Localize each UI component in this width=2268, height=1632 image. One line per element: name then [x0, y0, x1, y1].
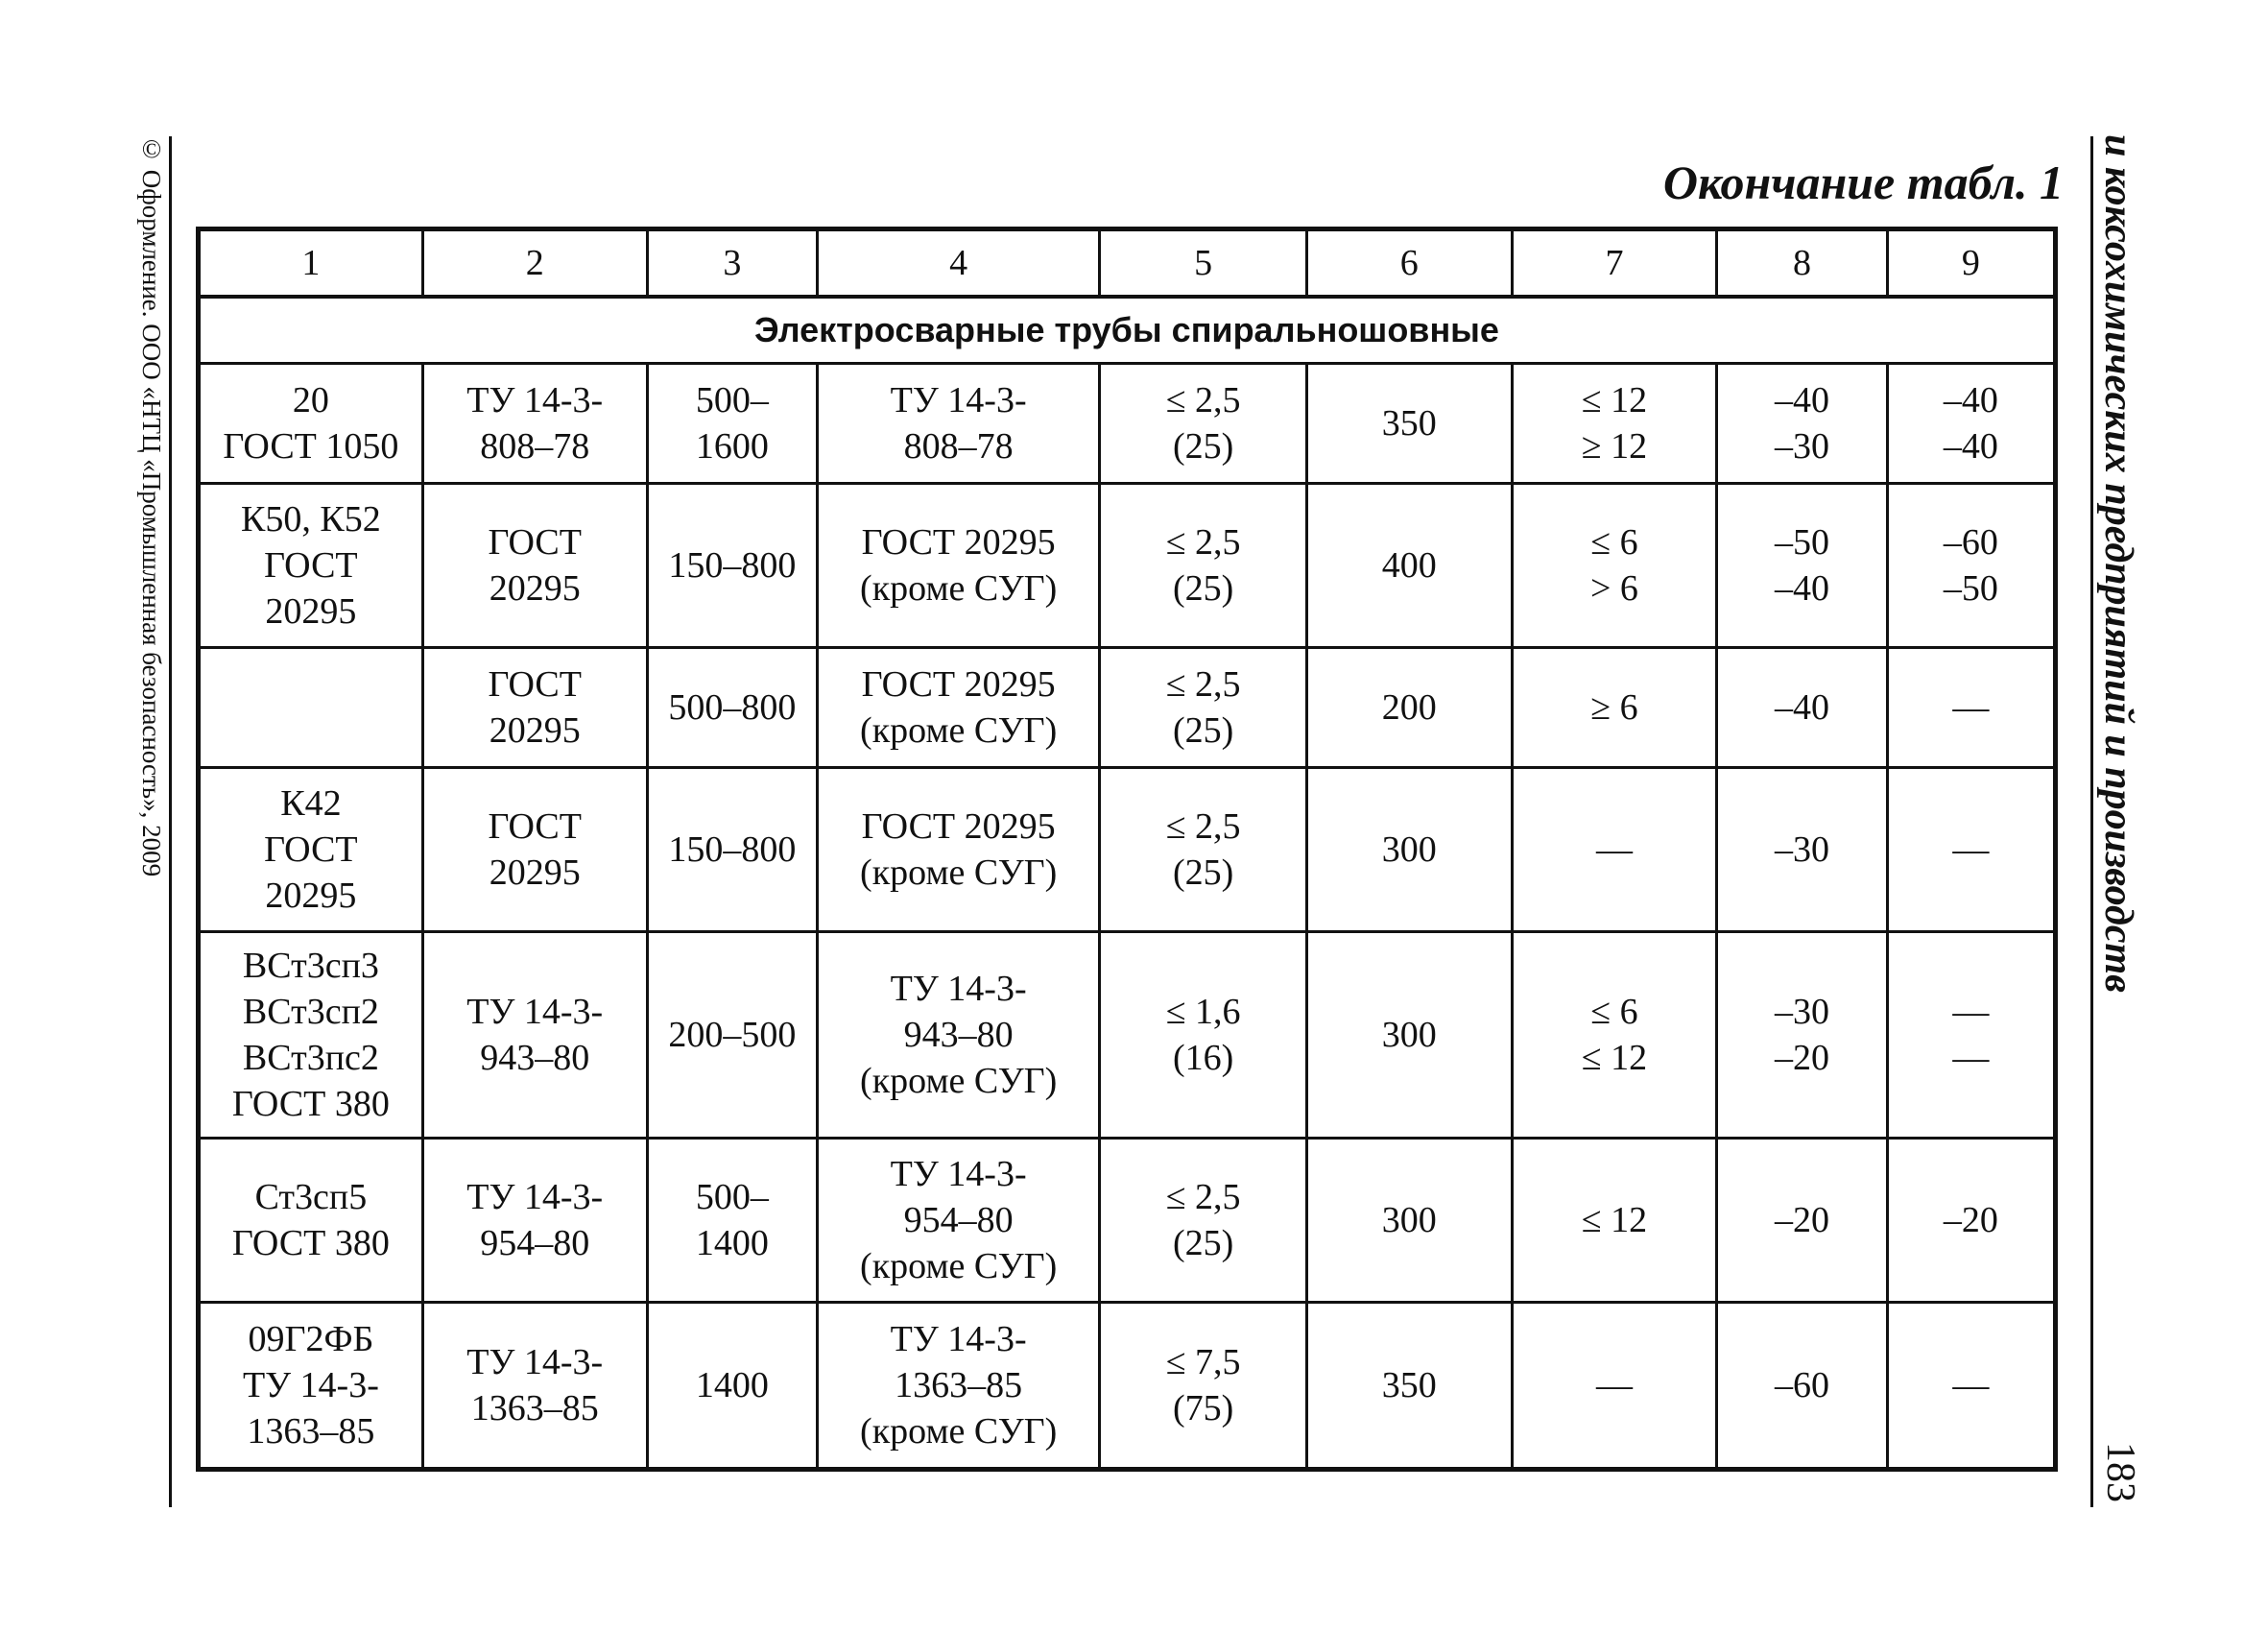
column-number: 5: [1100, 229, 1307, 298]
column-number: 8: [1717, 229, 1887, 298]
cell-line: ≤ 7,5: [1165, 1342, 1241, 1382]
cell-line: –40: [1774, 568, 1829, 609]
cell-line: К50, К52: [241, 499, 381, 540]
cell-line: 200: [1381, 687, 1437, 728]
table-cell-col-7: [1512, 484, 1717, 648]
cell-line: 300: [1381, 1015, 1437, 1055]
cell-line: ГОСТ: [488, 522, 582, 563]
page-number: 183: [2098, 1442, 2142, 1502]
table-cell-col-1: [199, 1303, 423, 1470]
table-row: [199, 484, 2056, 648]
cell-line: ГОСТ 20295: [861, 522, 1056, 563]
cell-line: 1400: [695, 1365, 769, 1405]
section-title: Электросварные трубы спиральношовные: [199, 297, 2056, 364]
cell-line: ГОСТ: [264, 829, 358, 870]
table-cell-col-1: [199, 932, 423, 1139]
table-cell-col-8: [1717, 932, 1887, 1139]
cell-line: ВСт3пс2: [242, 1038, 379, 1078]
table-cell-col-4: [818, 1303, 1100, 1470]
cell-line: ГОСТ: [264, 545, 358, 586]
cell-line: –30: [1774, 426, 1829, 467]
cell-line: 20295: [489, 852, 581, 893]
table-cell-col-7: [1512, 768, 1717, 932]
table-cell-col-5: [1100, 768, 1307, 932]
cell-line: 300: [1381, 829, 1437, 870]
table-cell-col-4: [818, 648, 1100, 768]
table-cell-col-3: [647, 932, 817, 1139]
table-row: [199, 768, 2056, 932]
cell-line: ТУ 14-3-: [242, 1365, 379, 1405]
column-number: 6: [1306, 229, 1512, 298]
cell-line: ТУ 14-3-: [890, 969, 1027, 1009]
table-cell-col-9: [1887, 1139, 2055, 1303]
cell-line: 20295: [489, 710, 581, 751]
table-body: [199, 229, 2056, 1470]
cell-line: 350: [1381, 403, 1437, 444]
section-header-row: [199, 297, 2056, 364]
table-row: [199, 1139, 2056, 1303]
cell-line: —: [1595, 829, 1633, 870]
table-cell-col-8: [1717, 364, 1887, 484]
cell-line: –50: [1774, 522, 1829, 563]
cell-line: ≤ 2,5: [1165, 664, 1241, 705]
table-cell-col-4: [818, 484, 1100, 648]
table-cell-col-1: [199, 1139, 423, 1303]
table-cell-col-3: [647, 768, 817, 932]
cell-line: 20: [292, 380, 329, 420]
cell-line: (25): [1172, 852, 1234, 893]
table-cell-col-5: [1100, 1303, 1307, 1470]
table-cell-col-8: [1717, 1303, 1887, 1470]
cell-line: 954–80: [480, 1223, 590, 1263]
cell-line: (кроме СУГ): [860, 1411, 1058, 1452]
cell-line: (кроме СУГ): [860, 710, 1058, 751]
cell-line: (25): [1172, 1223, 1234, 1263]
copyright-notice: © Оформление. ООО «НТЦ «Промышленная безопасность», 2009: [137, 134, 166, 877]
table-cell-col-6: [1306, 1303, 1512, 1470]
table-cell-col-2: [422, 768, 647, 932]
cell-line: –40: [1774, 687, 1829, 728]
cell-line: 954–80: [903, 1200, 1014, 1240]
running-head: и коксохимических предприятий и производств: [2096, 134, 2140, 993]
column-number-row: [199, 229, 2056, 298]
table-cell-col-4: [818, 932, 1100, 1139]
cell-line: (16): [1172, 1038, 1234, 1078]
cell-line: ГОСТ: [488, 664, 582, 705]
cell-line: > 6: [1589, 568, 1638, 609]
cell-line: –60: [1943, 522, 1998, 563]
table-cell-col-1: [199, 648, 423, 768]
cell-line: ТУ 14-3-: [890, 380, 1027, 420]
cell-line: 1400: [695, 1223, 769, 1263]
column-number: 9: [1887, 229, 2055, 298]
table-cell-col-9: [1887, 648, 2055, 768]
cell-line: 150–800: [668, 545, 797, 586]
table-cell-col-5: [1100, 648, 1307, 768]
column-number: 3: [647, 229, 817, 298]
cell-line: ВСт3сп3: [242, 946, 379, 986]
cell-line: ≥ 6: [1590, 687, 1638, 728]
column-number: 1: [199, 229, 423, 298]
column-number: 4: [818, 229, 1100, 298]
table-cell-col-3: [647, 364, 817, 484]
table-cell-col-2: [422, 648, 647, 768]
column-number: 2: [422, 229, 647, 298]
cell-line: 943–80: [903, 1015, 1014, 1055]
cell-line: –40: [1943, 380, 1998, 420]
table-cell-col-7: [1512, 932, 1717, 1139]
cell-line: ТУ 14-3-: [890, 1154, 1027, 1194]
table-cell-col-3: [647, 648, 817, 768]
table-cell-col-9: [1887, 484, 2055, 648]
cell-line: —: [1595, 1365, 1633, 1405]
table-cell-col-8: [1717, 768, 1887, 932]
table-cell-col-8: [1717, 648, 1887, 768]
table-cell-col-6: [1306, 484, 1512, 648]
table-cell-col-4: [818, 364, 1100, 484]
cell-line: (кроме СУГ): [860, 568, 1058, 609]
cell-line: ≤ 12: [1581, 1200, 1648, 1240]
cell-line: ТУ 14-3-: [466, 1342, 604, 1382]
right-margin-rule: [2090, 136, 2093, 1507]
table-cell-col-6: [1306, 364, 1512, 484]
table-cell-col-4: [818, 768, 1100, 932]
cell-line: ТУ 14-3-: [466, 1177, 604, 1217]
cell-line: 808–78: [903, 426, 1014, 467]
table-cell-col-6: [1306, 932, 1512, 1139]
table-cell-col-9: [1887, 768, 2055, 932]
cell-line: ≤ 2,5: [1165, 380, 1241, 420]
table-cell-col-8: [1717, 1139, 1887, 1303]
cell-line: –30: [1774, 992, 1829, 1032]
table-row: [199, 1303, 2056, 1470]
table-cell-col-3: [647, 484, 817, 648]
table-cell-col-2: [422, 1139, 647, 1303]
cell-line: 1600: [695, 426, 769, 467]
cell-line: (25): [1172, 568, 1234, 609]
cell-line: 943–80: [480, 1038, 590, 1078]
table-cell-col-9: [1887, 932, 2055, 1139]
cell-line: 150–800: [668, 829, 797, 870]
cell-line: 500–: [695, 380, 769, 420]
cell-line: К42: [280, 783, 342, 824]
table-cell-col-7: [1512, 648, 1717, 768]
table-cell-col-5: [1100, 1139, 1307, 1303]
table-cell-col-2: [422, 484, 647, 648]
cell-line: 1363–85: [247, 1411, 375, 1452]
cell-line: 1363–85: [895, 1365, 1023, 1405]
cell-line: ≤ 1,6: [1165, 992, 1241, 1032]
table-cell-col-3: [647, 1139, 817, 1303]
cell-line: ГОСТ 20295: [861, 806, 1056, 847]
table-cell-col-6: [1306, 768, 1512, 932]
pipe-spec-table: [196, 227, 2058, 1472]
cell-line: ТУ 14-3-: [466, 380, 604, 420]
table-cell-col-2: [422, 932, 647, 1139]
cell-line: (кроме СУГ): [860, 1061, 1058, 1101]
cell-line: –20: [1774, 1038, 1829, 1078]
cell-line: ГОСТ 20295: [861, 664, 1056, 705]
cell-line: ≤ 2,5: [1165, 1177, 1241, 1217]
table-cell-col-1: [199, 484, 423, 648]
cell-line: 09Г2ФБ: [248, 1319, 374, 1359]
cell-line: ТУ 14-3-: [466, 992, 604, 1032]
cell-line: –30: [1774, 829, 1829, 870]
table-cell-col-2: [422, 364, 647, 484]
cell-line: ГОСТ 380: [231, 1223, 390, 1263]
cell-line: —: [1952, 687, 1990, 728]
cell-line: 200–500: [668, 1015, 797, 1055]
table-cell-col-6: [1306, 1139, 1512, 1303]
cell-line: (75): [1172, 1388, 1234, 1428]
table-cell-col-9: [1887, 1303, 2055, 1470]
cell-line: ≤ 12: [1581, 380, 1648, 420]
cell-line: 20295: [265, 591, 357, 632]
cell-line: 1363–85: [470, 1388, 599, 1428]
cell-line: ≤ 6: [1590, 522, 1638, 563]
table-cell-col-7: [1512, 1139, 1717, 1303]
table-cell-col-9: [1887, 364, 2055, 484]
table-cell-col-2: [422, 1303, 647, 1470]
cell-line: 808–78: [480, 426, 590, 467]
table-row: [199, 648, 2056, 768]
cell-line: ТУ 14-3-: [890, 1319, 1027, 1359]
cell-line: ≤ 2,5: [1165, 806, 1241, 847]
table-caption: Окончание табл. 1: [1662, 156, 2064, 209]
table-cell-col-7: [1512, 1303, 1717, 1470]
cell-line: ≥ 12: [1581, 426, 1648, 467]
table-cell-col-7: [1512, 364, 1717, 484]
table-cell-col-5: [1100, 364, 1307, 484]
cell-line: 20295: [265, 876, 357, 916]
cell-line: –20: [1774, 1200, 1829, 1240]
cell-line: ГОСТ 1050: [223, 426, 399, 467]
cell-line: —: [1952, 1038, 1990, 1078]
cell-line: —: [1952, 992, 1990, 1032]
table-cell-col-5: [1100, 484, 1307, 648]
cell-line: ≤ 2,5: [1165, 522, 1241, 563]
table-row: [199, 932, 2056, 1139]
cell-line: 300: [1381, 1200, 1437, 1240]
cell-line: —: [1952, 1365, 1990, 1405]
cell-line: –40: [1774, 380, 1829, 420]
table-cell-col-3: [647, 1303, 817, 1470]
cell-line: (25): [1172, 426, 1234, 467]
cell-line: –40: [1943, 426, 1998, 467]
cell-line: ≤ 12: [1581, 1038, 1648, 1078]
cell-line: 400: [1381, 545, 1437, 586]
cell-line: –50: [1943, 568, 1998, 609]
cell-line: 500–: [695, 1177, 769, 1217]
cell-line: (кроме СУГ): [860, 852, 1058, 893]
cell-line: 20295: [489, 568, 581, 609]
cell-line: (кроме СУГ): [860, 1246, 1058, 1286]
table-cell-col-6: [1306, 648, 1512, 768]
cell-line: –20: [1943, 1200, 1998, 1240]
column-number: 7: [1512, 229, 1717, 298]
table-cell-col-4: [818, 1139, 1100, 1303]
left-margin-rule: [169, 136, 172, 1507]
cell-line: ВСт3сп2: [242, 992, 379, 1032]
cell-line: 350: [1381, 1365, 1437, 1405]
table-cell-col-5: [1100, 932, 1307, 1139]
cell-line: Ст3сп5: [254, 1177, 368, 1217]
table-row: [199, 364, 2056, 484]
cell-line: ГОСТ: [488, 806, 582, 847]
cell-line: ≤ 6: [1590, 992, 1638, 1032]
cell-line: 500–800: [668, 687, 797, 728]
cell-line: ГОСТ 380: [231, 1084, 390, 1124]
table-cell-col-1: [199, 364, 423, 484]
cell-line: —: [1952, 829, 1990, 870]
table-cell-col-1: [199, 768, 423, 932]
table-cell-col-8: [1717, 484, 1887, 648]
cell-line: –60: [1774, 1365, 1829, 1405]
cell-line: (25): [1172, 710, 1234, 751]
